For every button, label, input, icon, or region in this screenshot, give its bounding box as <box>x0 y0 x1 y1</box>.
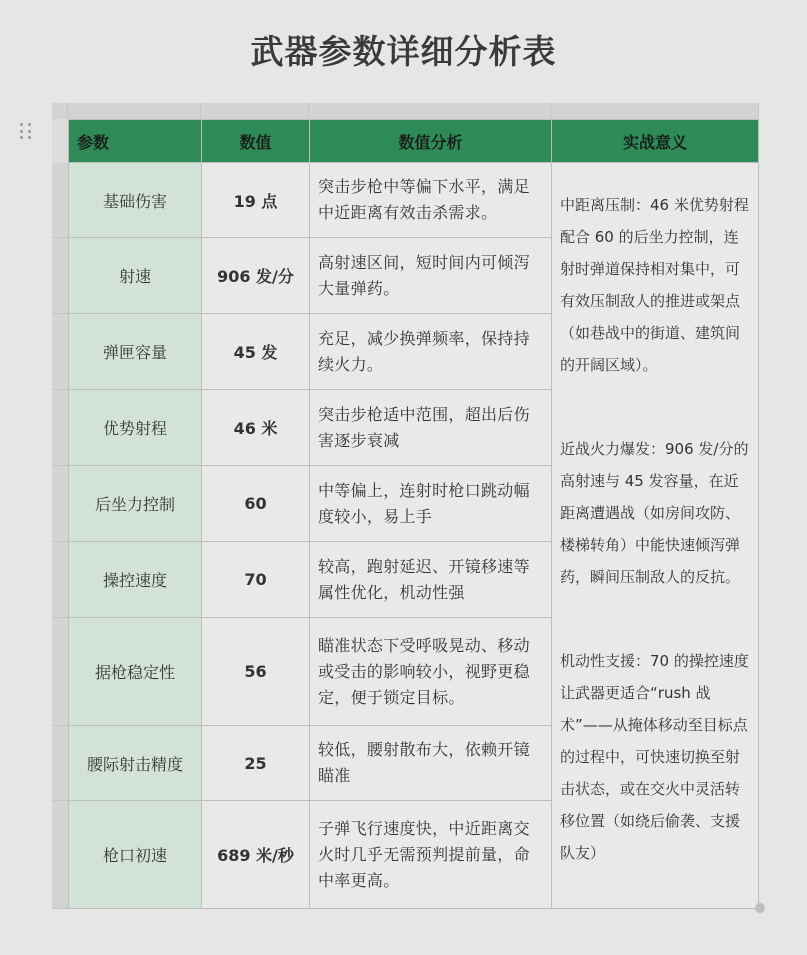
meaning-mid-range: 中距离压制：46 米优势射程配合 60 的后坐力控制，连射时弹道保持相对集中，可有效压制敌人的推进或架点（如巷战中的街道、建筑间的开阔区域）。 <box>560 196 749 374</box>
meaning-cell[interactable] <box>552 163 759 909</box>
analysis-cell[interactable]: 较高，跑射延迟、开镜移速等属性优化，机动性强 <box>310 542 552 618</box>
row-handle[interactable] <box>52 390 68 466</box>
corner-cell[interactable] <box>52 103 68 119</box>
header-row <box>69 120 759 163</box>
value-cell[interactable]: 70 <box>202 542 310 618</box>
row-handle[interactable] <box>52 618 68 726</box>
column-handle[interactable] <box>309 103 551 119</box>
meaning-close-range: 近战火力爆发：906 发/分的高射速与 45 发容量，在近距离遭遇战（如房间攻防、楼梯转角）中能快速倾泻弹药，瞬间压制敌人的反抗。 <box>560 440 749 586</box>
analysis-cell[interactable]: 较低，腰射散布大，依赖开镜瞄准 <box>310 726 552 801</box>
row-header-strip <box>52 163 68 909</box>
row-handle[interactable] <box>52 466 68 542</box>
param-cell[interactable]: 操控速度 <box>69 542 202 618</box>
analysis-cell[interactable]: 中等偏上，连射时枪口跳动幅度较小，易上手 <box>310 466 552 542</box>
value-cell[interactable]: 45 发 <box>202 314 310 390</box>
param-cell[interactable]: 后坐力控制 <box>69 466 202 542</box>
table-resize-handle-icon[interactable] <box>755 903 765 913</box>
header-value[interactable]: 数值 <box>202 120 310 163</box>
column-handle[interactable] <box>68 103 201 119</box>
param-cell[interactable]: 弹匣容量 <box>69 314 202 390</box>
weapon-parameter-table <box>68 119 759 909</box>
value-cell[interactable]: 906 发/分 <box>202 238 310 314</box>
param-cell[interactable]: 据枪稳定性 <box>69 618 202 726</box>
page-title: 武器参数详细分析表 <box>250 32 557 71</box>
value-cell[interactable]: 689 米/秒 <box>202 801 310 909</box>
row-handle[interactable] <box>52 314 68 390</box>
param-cell[interactable]: 优势射程 <box>69 390 202 466</box>
table-row <box>69 163 759 238</box>
row-handle[interactable] <box>52 801 68 909</box>
column-handle[interactable] <box>201 103 309 119</box>
header-meaning[interactable]: 实战意义 <box>552 120 759 163</box>
value-cell[interactable]: 25 <box>202 726 310 801</box>
row-handle[interactable] <box>52 238 68 314</box>
param-cell[interactable]: 腰际射击精度 <box>69 726 202 801</box>
analysis-cell[interactable]: 子弹飞行速度快，中近距离交火时几乎无需预判提前量，命中率更高。 <box>310 801 552 909</box>
value-cell[interactable]: 19 点 <box>202 163 310 238</box>
meaning-mobility: 机动性支援：70 的操控速度让武器更适合“rush 战术”——从掩体移动至目标点的过程中，可快速切换至射击状态，或在交火中灵活转移位置（如绕后偷袭、支援队友） <box>560 652 749 862</box>
analysis-cell[interactable]: 突击步枪中等偏下水平，满足中近距离有效击杀需求。 <box>310 163 552 238</box>
column-header-strip <box>52 103 759 119</box>
value-cell[interactable]: 46 米 <box>202 390 310 466</box>
row-handle[interactable] <box>52 726 68 801</box>
header-param[interactable]: 参数 <box>69 120 202 163</box>
param-cell[interactable]: 枪口初速 <box>69 801 202 909</box>
header-analysis[interactable]: 数值分析 <box>310 120 552 163</box>
analysis-cell[interactable]: 突击步枪适中范围，超出后伤害逐步衰减 <box>310 390 552 466</box>
column-handle[interactable] <box>551 103 759 119</box>
analysis-cell[interactable]: 充足，减少换弹频率，保持持续火力。 <box>310 314 552 390</box>
value-cell[interactable]: 56 <box>202 618 310 726</box>
value-cell[interactable]: 60 <box>202 466 310 542</box>
drag-handle-icon[interactable] <box>20 123 32 141</box>
param-cell[interactable]: 基础伤害 <box>69 163 202 238</box>
row-handle[interactable] <box>52 542 68 618</box>
analysis-cell[interactable]: 瞄准状态下受呼吸晃动、移动或受击的影响较小，视野更稳定，便于锁定目标。 <box>310 618 552 726</box>
row-handle[interactable] <box>52 163 68 238</box>
analysis-cell[interactable]: 高射速区间，短时间内可倾泻大量弹药。 <box>310 238 552 314</box>
param-cell[interactable]: 射速 <box>69 238 202 314</box>
